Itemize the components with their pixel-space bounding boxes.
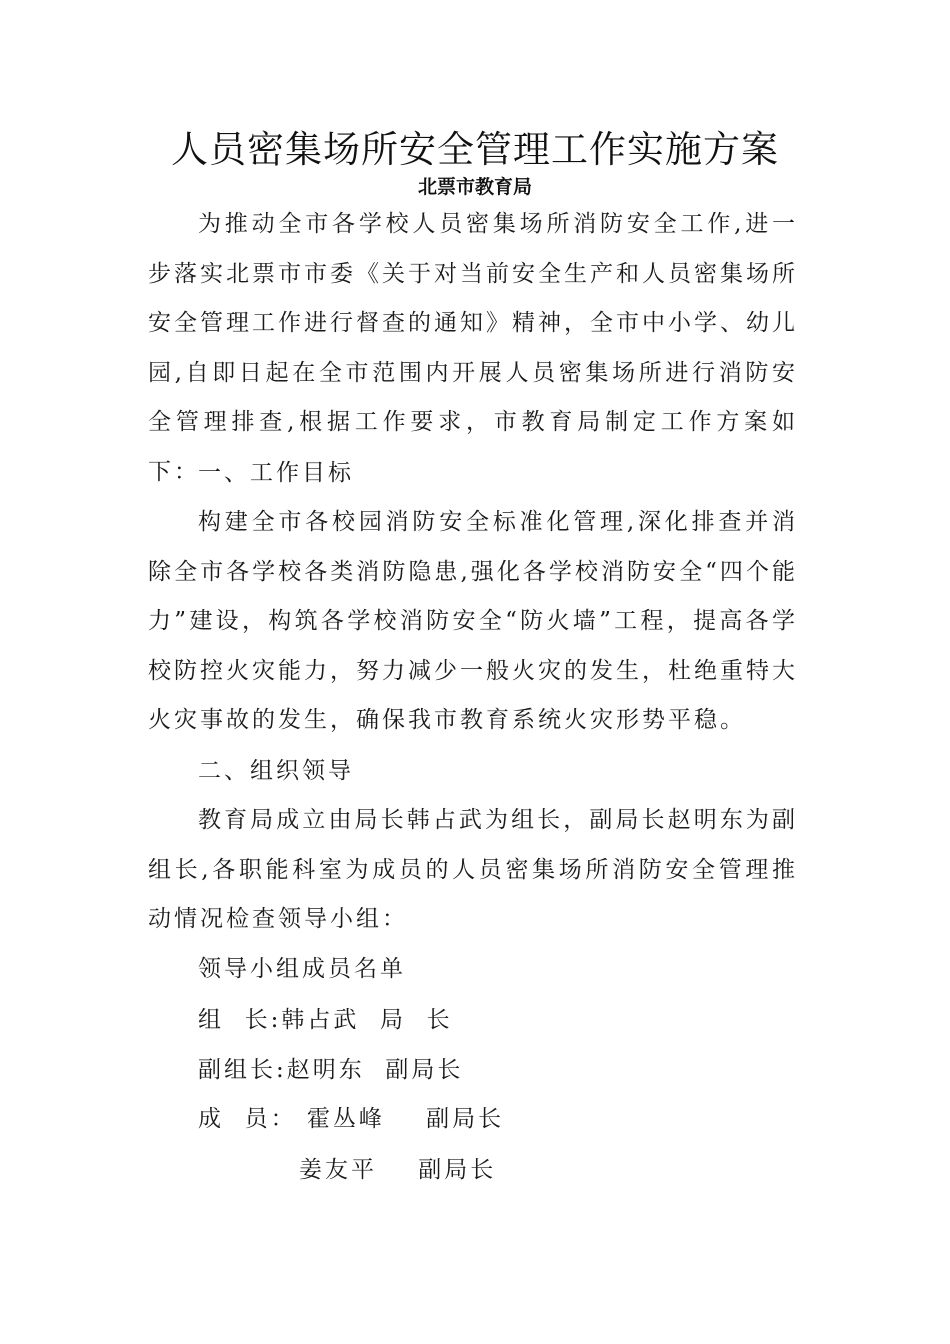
leadership-paragraph: 教育局成立由局长韩占武为组长，副局长赵明东为副组长,各职能科室为成员的人员密集场所消防安全管理推动情况检查领导小组：: [148, 807, 798, 932]
document-issuer: 北票市教育局: [417, 176, 532, 198]
roster-member: 成 员： 霍丛峰 副局长: [198, 1106, 505, 1132]
roster-member: 姜友平 副局长: [299, 1157, 497, 1183]
section-heading-leadership: 二、组织领导: [198, 758, 354, 784]
goals-paragraph: 构建全市各校园消防安全标准化管理,深化排查并消除全市各学校各类消防隐患,强化各学校消防安全“四个能力”建设，构筑各学校消防安全“防火墙”工程，提高各学校防控火灾能力，努力减少一般火灾的发生，杜绝重特大火灾事故的发生，确保我市教育系统火灾形势平稳。: [148, 509, 798, 733]
document-title: 人员密集场所安全管理工作实施方案: [171, 128, 779, 171]
roster-deputy: 副组长:赵明东 副局长: [198, 1057, 464, 1083]
section-heading-goals: 一、工作目标: [198, 460, 354, 486]
roster-title: 领导小组成员名单: [198, 956, 406, 982]
roster-leader: 组 长:韩占武 局 长: [198, 1007, 453, 1033]
intro-paragraph: 为推动全市各学校人员密集场所消防安全工作,进一步落实北票市市委《关于对当前安全生产和人员密集场所安全管理工作进行督查的通知》精神，全市中小学、幼儿园,自即日起在全市范围内开展人员密集场所进行消防安全管理排查,根据工作要求，市教育局制定工作方案如下：: [148, 211, 798, 485]
